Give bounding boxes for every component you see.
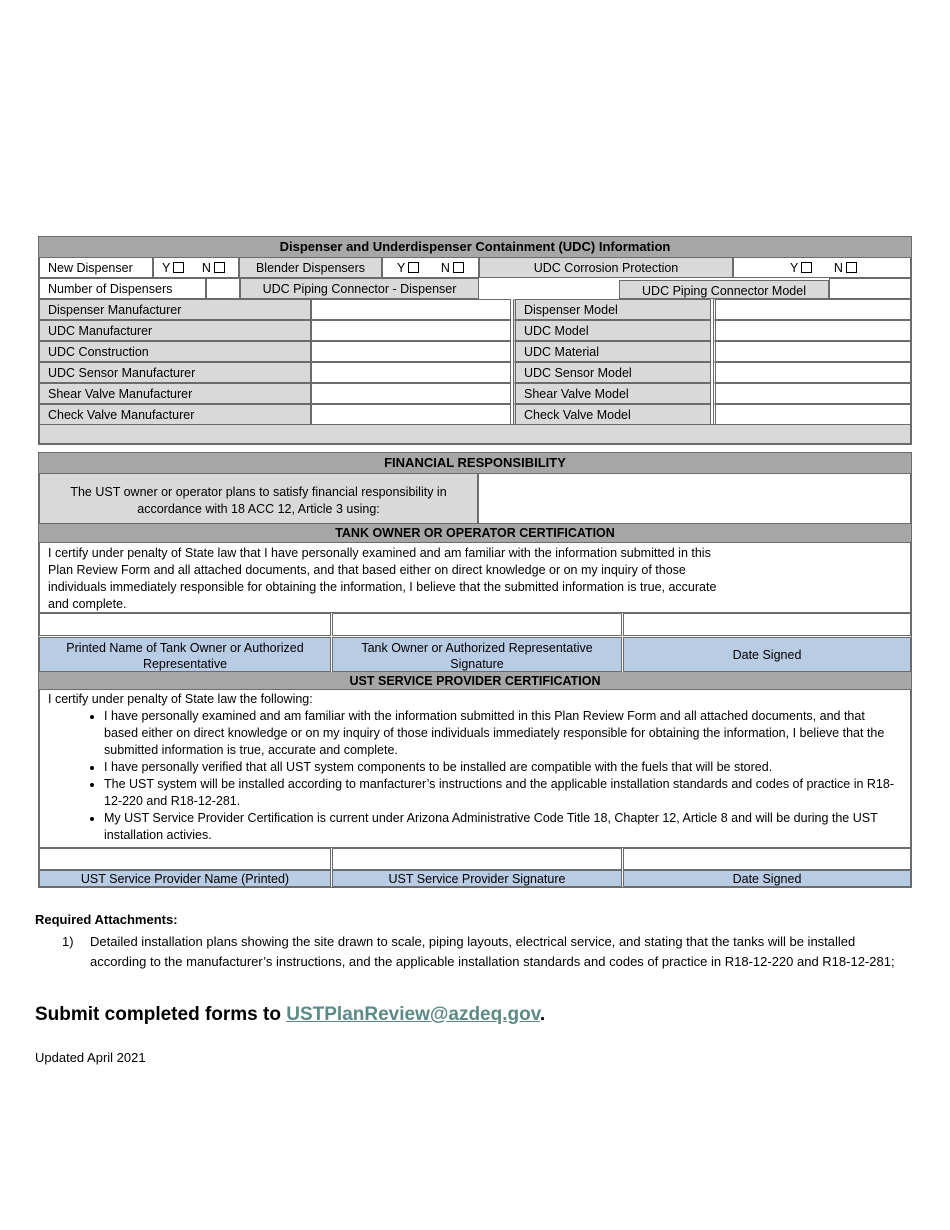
corrosion-no-checkbox[interactable] — [846, 262, 857, 273]
owner-cert-line-3: individuals immediately responsible for obtaining the information, I believe that the submitted information is true, accurate — [48, 580, 717, 594]
owner-cert-text — [39, 542, 911, 613]
owner-printed-name-field[interactable] — [39, 613, 331, 636]
financial-text: The UST owner or operator plans to satisfy financial responsibility in accordance with 18 ACC 12, Article 3 using: — [39, 473, 478, 524]
financial-method-field[interactable] — [478, 473, 911, 524]
provider-date-field[interactable] — [623, 848, 911, 870]
udc-row-label-right: UDC Sensor Model — [513, 362, 711, 383]
udc-row-field-left[interactable] — [311, 299, 511, 320]
udc-row-label-right: Shear Valve Model — [513, 383, 711, 404]
udc-row-field-right[interactable] — [713, 383, 911, 404]
piping-connector-dispenser-field[interactable] — [479, 278, 619, 299]
new-dispenser-no-checkbox[interactable] — [214, 262, 225, 273]
provider-cert-bullet-1: • I have personally examined and am familiar with the information submitted in this Plan Review Form and all attached documents, and that based either on direct knowledge or on my inquiry of those individuals immediately responsible for obtaining the information, I believe that the submitted information is true, accurate and complete. — [104, 708, 900, 759]
new-dispenser-yn: Y N — [153, 257, 239, 278]
udc-row-label-left: UDC Construction — [39, 341, 311, 362]
owner-cert-line-4: and complete. — [48, 597, 127, 611]
udc-row-field-left[interactable] — [311, 341, 511, 362]
udc-title: Dispenser and Underdispenser Containment (UDC) Information — [39, 237, 911, 257]
owner-signature-label: Tank Owner or Authorized Representative Signature — [332, 637, 622, 672]
udc-corrosion-protection-yn: Y N — [733, 257, 911, 278]
owner-cert-title: TANK OWNER OR OPERATOR CERTIFICATION — [39, 524, 911, 542]
provider-cert-intro: I certify under penalty of State law the following: — [48, 692, 313, 706]
udc-row-label-left: UDC Sensor Manufacturer — [39, 362, 311, 383]
udc-corrosion-protection-label: UDC Corrosion Protection — [479, 257, 733, 278]
udc-row-field-left[interactable] — [311, 362, 511, 383]
submit-email-link[interactable]: USTPlanReview@azdeq.gov — [286, 1004, 540, 1025]
owner-signature-field[interactable] — [332, 613, 622, 636]
provider-name-field[interactable] — [39, 848, 331, 870]
blender-dispensers-yn: Y N — [382, 257, 479, 278]
blender-dispensers-label: Blender Dispensers — [239, 257, 382, 278]
udc-row-label-left: Shear Valve Manufacturer — [39, 383, 311, 404]
udc-row-field-right[interactable] — [713, 299, 911, 320]
udc-row-field-left[interactable] — [311, 383, 511, 404]
financial-title: FINANCIAL RESPONSIBILITY — [39, 453, 911, 473]
udc-row-label-right: UDC Model — [513, 320, 711, 341]
submit-prefix: Submit completed forms to — [35, 1004, 287, 1025]
attachment-line-2: according to the manufacturer’s instructions, and the applicable installation standards and codes of practice in R18-12-220 and R18-12-281; — [90, 954, 895, 969]
provider-signature-label: UST Service Provider Signature — [332, 870, 622, 887]
udc-row-label-right: UDC Material — [513, 341, 711, 362]
number-of-dispensers-label: Number of Dispensers — [39, 278, 206, 299]
udc-piping-connector-model-label: UDC Piping Connector Model — [619, 280, 829, 299]
new-dispenser-label: New Dispenser — [39, 257, 153, 278]
udc-row-field-right[interactable] — [713, 320, 911, 341]
owner-printed-name-label: Printed Name of Tank Owner or Authorized Representative — [39, 637, 331, 672]
submit-suffix: . — [539, 1004, 546, 1025]
udc-row-label-left: Dispenser Manufacturer — [39, 299, 311, 320]
udc-table — [38, 236, 912, 445]
owner-date-signed-label: Date Signed — [623, 637, 911, 672]
udc-row-field-right[interactable] — [713, 362, 911, 383]
attachment-line-1: Detailed installation plans showing the site drawn to scale, piping layouts, electrical service, and stating that the tanks will be installed — [90, 934, 856, 949]
provider-cert-bullets — [48, 708, 900, 844]
udc-row-field-left[interactable] — [311, 320, 511, 341]
udc-footer-bar — [39, 424, 911, 444]
provider-cert-bullet-4: • My UST Service Provider Certification is current under Arizona Administrative Code Title 18, Chapter 12, Article 8 and will be during the UST installation activies. — [104, 810, 900, 844]
attachment-number: 1) — [62, 934, 74, 949]
udc-row-field-right[interactable] — [713, 404, 911, 425]
number-of-dispensers-field[interactable] — [206, 278, 240, 299]
provider-signature-field[interactable] — [332, 848, 622, 870]
provider-name-label: UST Service Provider Name (Printed) — [39, 870, 331, 887]
udc-row-label-left: UDC Manufacturer — [39, 320, 311, 341]
provider-cert-title: UST SERVICE PROVIDER CERTIFICATION — [39, 672, 911, 689]
blender-yes-checkbox[interactable] — [408, 262, 419, 273]
provider-cert-bullet-3: • The UST system will be installed according to manfacturer’s instructions and the applicable installation standards and codes of practice in R18-12-220 and R18-12-281. — [104, 776, 900, 810]
updated-date: Updated April 2021 — [35, 1050, 146, 1065]
blender-no-checkbox[interactable] — [453, 262, 464, 273]
financial-certification-table — [38, 452, 912, 888]
provider-cert-bullet-2: • I have personally verified that all UST system components to be installed are compatible with the fuels that will be stored. — [104, 759, 900, 776]
provider-cert-text — [39, 689, 911, 848]
submit-instructions — [35, 1004, 545, 1026]
udc-row-field-left[interactable] — [311, 404, 511, 425]
udc-row-label-right: Dispenser Model — [513, 299, 711, 320]
udc-piping-connector-dispenser-label: UDC Piping Connector - Dispenser — [240, 278, 479, 299]
owner-date-field[interactable] — [623, 613, 911, 636]
udc-row-label-left: Check Valve Manufacturer — [39, 404, 311, 425]
udc-row-field-right[interactable] — [713, 341, 911, 362]
piping-connector-model-field[interactable] — [829, 278, 911, 299]
new-dispenser-yes-checkbox[interactable] — [173, 262, 184, 273]
udc-row-label-right: Check Valve Model — [513, 404, 711, 425]
owner-cert-line-2: Plan Review Form and all attached documents, and that based either on direct knowledge or on my inquiry of those — [48, 563, 686, 577]
attachment-item-1 — [90, 932, 910, 972]
owner-cert-line-1: I certify under penalty of State law that I have personally examined and am familiar with the information submitted in this — [48, 546, 711, 560]
corrosion-yes-checkbox[interactable] — [801, 262, 812, 273]
required-attachments-heading: Required Attachments: — [35, 912, 178, 927]
provider-date-signed-label: Date Signed — [623, 870, 911, 887]
